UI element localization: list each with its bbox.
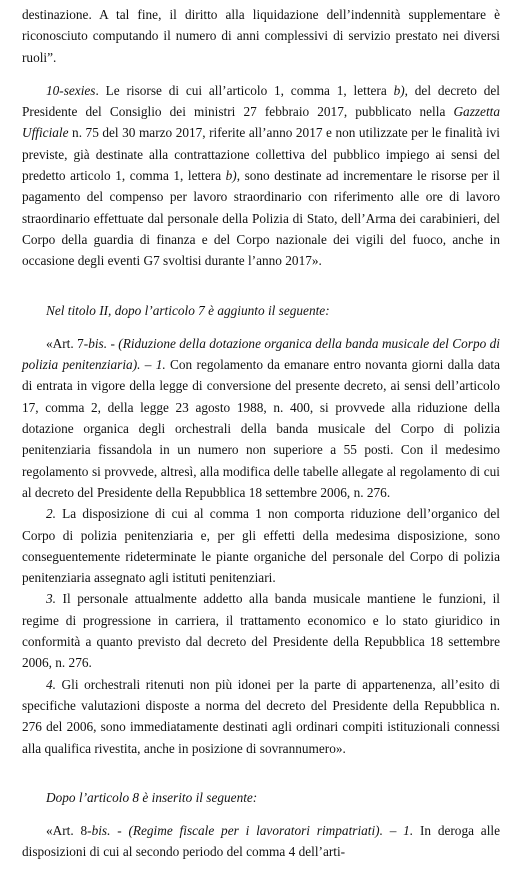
art7-comma-1-text: Con regolamento da emanare entro novanta giorni dalla data di entrata in vigore della legge di conversione del presente decreto, ai sensi dell’articolo 17, comma 2, della legge 23 agosto 1988, n. 400, si provvede alla riduzione della dotazione organica degli orchestrali della banda musicale del Corpo di polizia penitenziaria fissandola in un numero non superiore a 55 posti. Con il medesimo regolamento si provvede, altresì, alla modifica delle tabelle allegate al regolamento di cui al decreto del Presidente della Repubblica 18 settembre 2006, n. 276. [22,357,500,500]
sexies-label: 10-sexies [46,82,96,98]
sexies-paragraph [22,80,500,272]
art8-text: In deroga alle disposizioni di cui al secondo periodo del comma 4 dell’arti- [22,823,500,860]
art8bis-block [22,820,500,863]
art8-title: . - (Regime fiscale per i lavoratori rimpatriati). – 1. [107,823,414,839]
art7bis-comma-1 [22,333,500,503]
gazzetta-ufficiale: Gazzetta Ufficiale [22,104,500,141]
art7-title: . - (Riduzione della dotazione organica della banda musicale del Corpo di polizia penitenziaria). – 1. [22,335,500,373]
art7-comma-4-number: 4. [46,676,56,692]
art7-comma-2-text: La disposizione di cui al comma 1 non comporta riduzione dell’organico del Corpo di polizia penitenziaria e, per gli effetti della medesima disposizione, sono conseguentemente rideterminate le piante organiche del personale del Corpo di polizia penitenziaria assegnato agli istituti penitenziari. [22,506,500,586]
art7bis-comma-4 [22,674,500,759]
sexies-text-2: , del decreto del Presidente del Consiglio dei ministri 27 febbraio 2017, pubblicato nella [22,82,500,120]
sexies-text-4: , sono destinate ad incrementare le risorse per il pagamento del compenso per lavoro straordinario con riferimento alle ore di lavoro straordinario effettuate dal personale della Polizia di Stato, dell’Arma dei carabinieri, del Corpo della guardia di finanza e del Corpo nazionale dei vigili del fuoco, anche in occasione degli eventi G7 svoltisi durante l’anno 2017». [22,168,500,269]
intro-paragraph: destinazione. A tal fine, il diritto alla liquidazione dell’indennità supplementare è riconosciuto computando il numero di anni complessivi di servizio prestato nei diversi ruoli”. [22,7,500,65]
art7bis-comma-2 [22,503,500,588]
art7bis-block [22,333,500,759]
sexies-text-3: n. 75 del 30 marzo 2017, riferite all’anno 2017 e non utilizzate per le finalità ivi previste, già destinate alla contrattazione collettiva del pubblico impiego ai sensi del predetto articolo 1, comma 1, lettera [22,125,500,184]
sexies-block [22,80,500,272]
art7-bis: bis [88,335,104,351]
sexies-letter-b-1: b) [393,82,405,98]
art7-comma-3-text: Il personale attualmente addetto alla banda musicale mantiene le funzioni, il regime di progressione in carriera, il trattamento economico e lo stato giuridico in conformità a quanto previsto dal decreto del Presidente della Repubblica 18 settembre 2006, n. 276. [22,591,500,671]
art7-comma-3-number: 3. [46,591,56,607]
intro-block [22,4,500,68]
art8-open: «Art. 8- [46,823,92,839]
sexies-letter-b-2: b) [225,168,237,184]
art7-comma-4-text: Gli orchestrali ritenuti non più idonei per la parte di appartenenza, all’esito di specifiche valutazioni disposte a norma del decreto del Presidente della Repubblica n. 276 del 2006, sono immediatamente destinati agli ordinari compiti istituzionali connessi alla qualifica rivestita, anche in posizione di sovrannumero». [22,676,500,756]
art8-bis: bis [91,823,108,839]
document-page [22,4,500,863]
sexies-text-1: . Le risorse di cui all’articolo 1, comma 1, lettera [95,82,394,98]
heading-dopo-articolo-8: Dopo l’articolo 8 è inserito il seguente: [46,789,258,805]
art7-open: «Art. 7- [46,335,89,351]
art8bis-comma-1 [22,820,500,863]
heading-titolo-ii: Nel titolo II, dopo l’articolo 7 è aggiunto il seguente: [46,302,330,318]
art7-comma-2-number: 2. [46,506,56,522]
art7bis-comma-3 [22,588,500,673]
